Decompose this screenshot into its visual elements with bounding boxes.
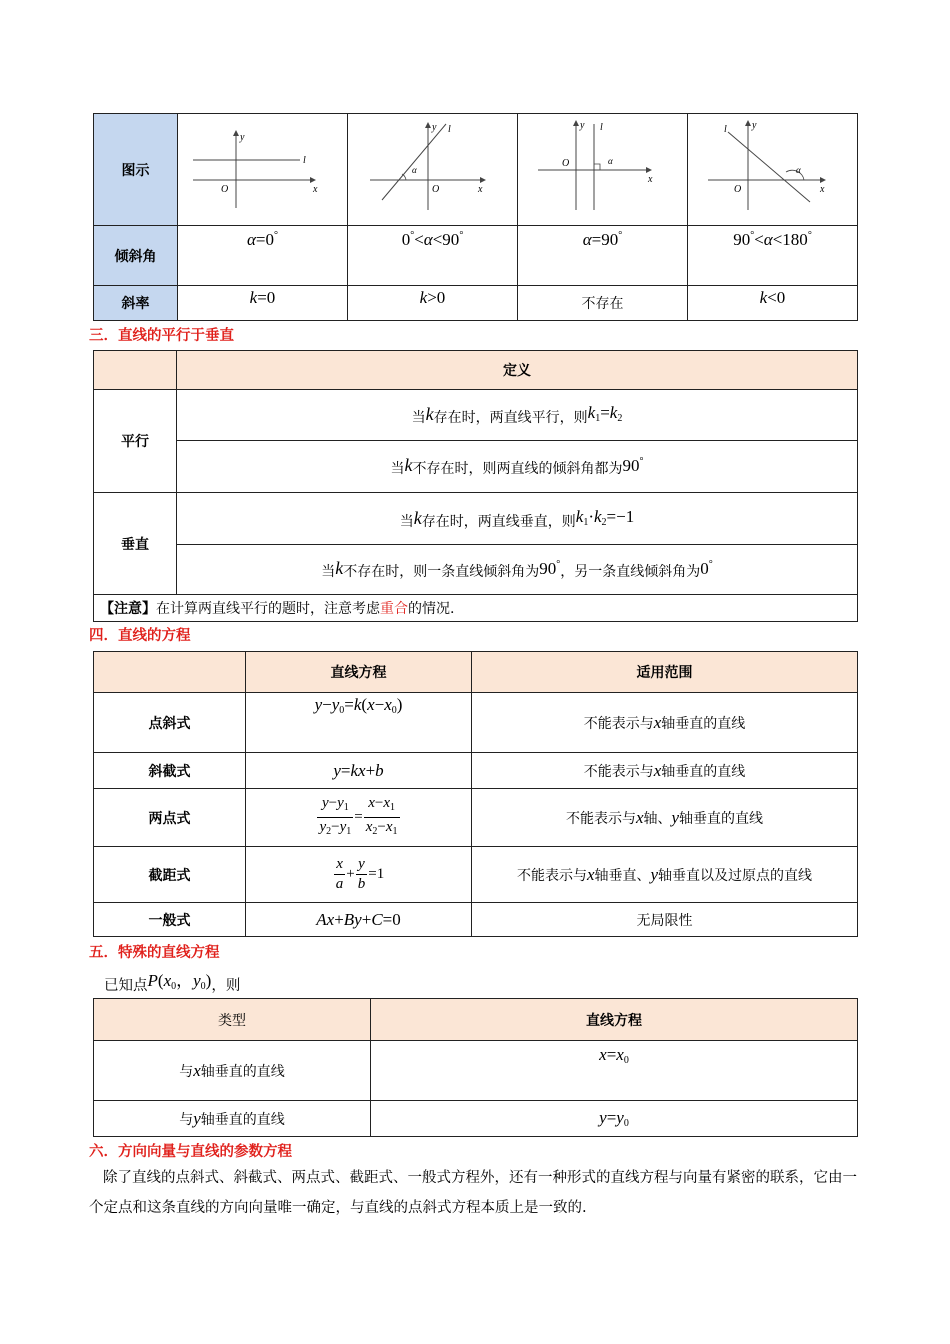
note-label: 【注意】 bbox=[100, 601, 156, 617]
v1-text-a: 当 bbox=[399, 513, 414, 530]
parallel-perpendicular-table bbox=[93, 350, 858, 622]
section6-paragraph: 除了直线的点斜式、斜截式、两点式、截距式、一般式方程外，还有一种形式的直线方程与向量有紧密的联系，它由一个定点和这条直线的方向向量唯一确定，与直线的点斜式方程本质上是一致的. bbox=[89, 1170, 857, 1216]
section5-intro: 已知点$P(x_0$，$y_0$)，则 bbox=[104, 971, 241, 994]
header-type: 类型 bbox=[94, 999, 371, 1041]
note-text: 在计算两直线平行的题时，注意考虑 bbox=[156, 601, 380, 617]
angle-obtuse: 90°<α<180° bbox=[688, 226, 858, 286]
parallel-def-2: 当k不存在时，则两直线的倾斜角都为90° bbox=[177, 441, 858, 493]
row-label-diagram: 图示 bbox=[94, 114, 178, 226]
eq-two-point: $\frac{y-y_1}{y_2-y_1}$ = $\frac{x-x_1}{x_2-x_1}$ bbox=[246, 789, 472, 847]
perpendicular-label: 垂直 bbox=[94, 493, 177, 595]
p2-text-b: 不存在时，则两直线的倾斜角都为 bbox=[412, 461, 623, 477]
svg-text:O: O bbox=[733, 183, 741, 195]
scope-slope-intercept: 不能表示与x轴垂直的直线 bbox=[472, 753, 858, 789]
eq-intercept: $\frac{x}{a}$ + $\frac{y}{b}$ =1 bbox=[246, 847, 472, 903]
svg-text:x: x bbox=[647, 173, 652, 185]
horizontal-line-diagram bbox=[188, 118, 338, 218]
svg-text:y: y bbox=[751, 119, 756, 131]
diagram-acute bbox=[348, 114, 518, 226]
vertical-line-diagram bbox=[528, 118, 678, 218]
svg-text:y: y bbox=[431, 121, 436, 133]
form-slope-intercept: 斜截式 bbox=[94, 753, 246, 789]
diagram-horizontal bbox=[178, 114, 348, 226]
note-row bbox=[94, 595, 858, 622]
section3-heading: 三．直线的平行于垂直 bbox=[89, 328, 234, 344]
diagram-obtuse bbox=[688, 114, 858, 226]
eq-perp-x: $x=x_0$ bbox=[371, 1041, 858, 1101]
type-perp-y: 与y轴垂直的直线 bbox=[94, 1101, 371, 1137]
perpendicular-def-1: 当k存在时，两直线垂直，则$k_1\cdot k_2=-1$ bbox=[177, 493, 858, 545]
slope-zero: k=0 bbox=[178, 286, 348, 321]
svg-text:α: α bbox=[607, 155, 613, 166]
svg-text:l: l bbox=[723, 123, 727, 135]
note-end: 的情况. bbox=[408, 601, 455, 617]
parallel-label: 平行 bbox=[94, 390, 177, 493]
svg-text:y: y bbox=[579, 119, 584, 131]
svg-text:l: l bbox=[599, 121, 603, 133]
scope-point-slope: 不能表示与x轴垂直的直线 bbox=[472, 693, 858, 753]
scope-general: 无局限性 bbox=[472, 903, 858, 937]
eq-general: Ax+By+C=0 bbox=[246, 903, 472, 937]
note-highlight: 重合 bbox=[380, 601, 408, 617]
acute-line-diagram bbox=[358, 118, 508, 218]
svg-text:O: O bbox=[561, 157, 569, 169]
v1-text-b: 存在时，两直线垂直，则 bbox=[421, 513, 576, 530]
eq-point-slope: $y-y_0=k(x-x_0)$ bbox=[246, 693, 472, 753]
svg-text:x: x bbox=[477, 183, 482, 195]
angle-zero: α=0° bbox=[178, 226, 348, 286]
definition-header: 定义 bbox=[177, 351, 858, 390]
form-intercept: 截距式 bbox=[94, 847, 246, 903]
scope-intercept: 不能表示与x轴垂直、y轴垂直以及过原点的直线 bbox=[472, 847, 858, 903]
section4-heading: 四．直线的方程 bbox=[89, 628, 191, 644]
svg-text:l: l bbox=[447, 123, 451, 135]
svg-text:α: α bbox=[795, 164, 801, 175]
obtuse-line-diagram bbox=[698, 118, 848, 218]
diagram-vertical bbox=[518, 114, 688, 226]
row-label-slope: 斜率 bbox=[94, 286, 178, 321]
form-point-slope: 点斜式 bbox=[94, 693, 246, 753]
svg-text:O: O bbox=[220, 183, 228, 195]
eq-perp-y: $y=y_0$ bbox=[371, 1101, 858, 1137]
type-perp-x: 与x轴垂直的直线 bbox=[94, 1041, 371, 1101]
special-lines-table bbox=[93, 998, 858, 1137]
slope-undefined: 不存在 bbox=[518, 286, 688, 321]
svg-text:x: x bbox=[312, 183, 317, 195]
svg-text:O: O bbox=[431, 183, 439, 195]
perpendicular-def-2: 当k不存在时，则一条直线倾斜角为90°，另一条直线倾斜角为0° bbox=[177, 545, 858, 595]
p1-text-b: 存在时，两直线平行，则 bbox=[433, 410, 588, 426]
svg-text:x: x bbox=[819, 183, 824, 195]
scope-two-point: 不能表示与x轴、y轴垂直的直线 bbox=[472, 789, 858, 847]
section6-heading: 六．方向向量与直线的参数方程 bbox=[89, 1144, 292, 1160]
form-general: 一般式 bbox=[94, 903, 246, 937]
slope-positive: k>0 bbox=[348, 286, 518, 321]
angle-right: α=90° bbox=[518, 226, 688, 286]
svg-text:y: y bbox=[239, 131, 244, 143]
row-label-angle: 倾斜角 bbox=[94, 226, 178, 286]
inclination-table bbox=[93, 113, 858, 321]
section5-heading: 五．特殊的直线方程 bbox=[89, 945, 220, 961]
angle-acute: 0°<α<90° bbox=[348, 226, 518, 286]
eq-slope-intercept: y=kx+b bbox=[246, 753, 472, 789]
header-equation: 直线方程 bbox=[246, 652, 472, 693]
v2-text-b: 不存在时，则一条直线倾斜角为 bbox=[343, 564, 540, 580]
p1-text-a: 当 bbox=[411, 410, 426, 426]
parallel-def-1: 当k存在时，两直线平行，则$k_1=k_2$ bbox=[177, 390, 858, 441]
header-line-equation: 直线方程 bbox=[371, 999, 858, 1041]
svg-text:l: l bbox=[302, 154, 306, 166]
v2-text-a: 当 bbox=[321, 564, 336, 580]
form-two-point: 两点式 bbox=[94, 789, 246, 847]
slope-negative: k<0 bbox=[688, 286, 858, 321]
line-equations-table bbox=[93, 651, 858, 937]
svg-text:α: α bbox=[411, 164, 417, 175]
header-scope: 适用范围 bbox=[472, 652, 858, 693]
p2-text-a: 当 bbox=[390, 461, 405, 477]
v2-text-c: ，另一条直线倾斜角为 bbox=[560, 564, 701, 580]
